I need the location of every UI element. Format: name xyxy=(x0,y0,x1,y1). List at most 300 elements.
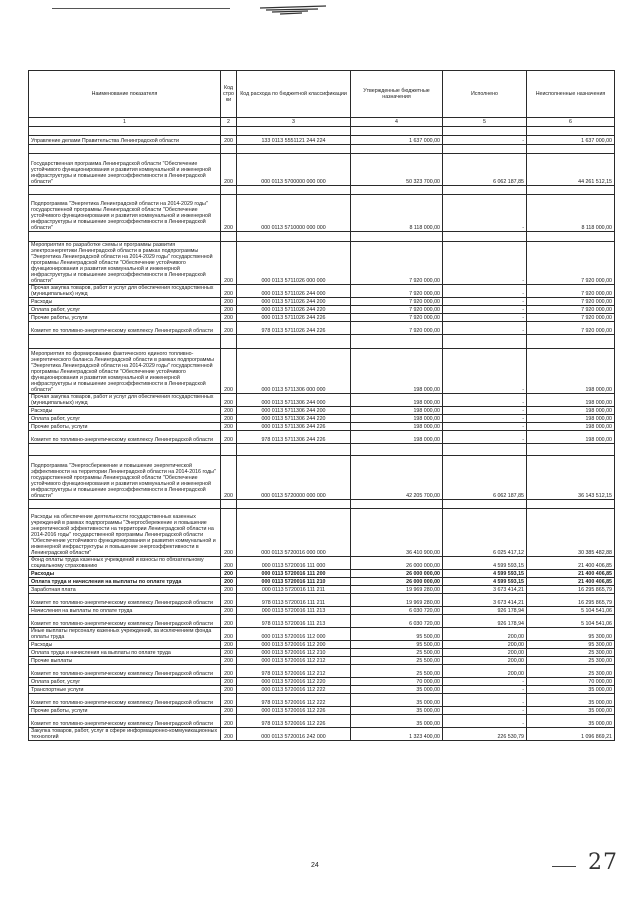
cell-approved: 198 000,00 xyxy=(351,407,443,415)
cell-executed: - xyxy=(443,322,527,335)
cell-approved: 35 000,00 xyxy=(351,686,443,694)
cell-name: Прочая закупка товаров, работ и услуг для обеспечения государственных (муниципальных) нужд xyxy=(29,285,221,298)
cell-unexecuted xyxy=(527,145,615,154)
cell-executed: - xyxy=(443,394,527,407)
cell-line-code: 200 xyxy=(221,641,237,649)
cell-budget-code: 000 0113 5720016 111 000 xyxy=(237,557,351,570)
cell-executed xyxy=(443,444,527,456)
cell-line-code: 200 xyxy=(221,578,237,586)
header-approved: Утвержденные бюджетные назначения xyxy=(351,71,443,118)
cell-budget-code: 000 0113 5711306 244 226 xyxy=(237,423,351,431)
cell-line-code: 200 xyxy=(221,594,237,607)
cell-unexecuted: 1 637 000,00 xyxy=(527,136,615,145)
cell-approved: 19 969 280,00 xyxy=(351,586,443,594)
cell-name: Управление делами Правительства Ленинградской области xyxy=(29,136,221,145)
table-row xyxy=(29,707,615,715)
cell-name: Оплата работ, услуг xyxy=(29,415,221,423)
cell-approved: 26 000 000,00 xyxy=(351,578,443,586)
cell-approved: 198 000,00 xyxy=(351,431,443,444)
cell-line-code: 200 xyxy=(221,657,237,665)
cell-line-code xyxy=(221,127,237,136)
cell-executed: - xyxy=(443,306,527,314)
cell-unexecuted xyxy=(527,444,615,456)
cell-name: Иные выплаты персоналу казенных учреждений, за исключением фонда оплаты труда xyxy=(29,628,221,641)
cell-unexecuted: 36 143 512,15 xyxy=(527,456,615,500)
budget-execution-table xyxy=(28,70,615,741)
cell-budget-code xyxy=(237,335,351,349)
cell-budget-code xyxy=(237,500,351,509)
cell-budget-code: 000 0113 5720016 111 210 xyxy=(237,578,351,586)
table-row xyxy=(29,232,615,242)
table-row xyxy=(29,594,615,607)
table-row xyxy=(29,715,615,728)
cell-line-code: 200 xyxy=(221,707,237,715)
cell-unexecuted: 1 096 869,21 xyxy=(527,728,615,741)
cell-executed xyxy=(443,500,527,509)
cell-line-code xyxy=(221,335,237,349)
cell-executed: 200,00 xyxy=(443,641,527,649)
table-row xyxy=(29,335,615,349)
cell-line-code: 200 xyxy=(221,407,237,415)
cell-executed: 4 599 593,15 xyxy=(443,557,527,570)
table-row xyxy=(29,314,615,322)
cell-budget-code: 000 0113 5720000 000 000 xyxy=(237,456,351,500)
cell-budget-code: 000 0113 5720016 112 212 xyxy=(237,657,351,665)
scan-artifact-mark xyxy=(258,5,328,17)
cell-line-code: 200 xyxy=(221,686,237,694)
cell-executed: 4 599 593,15 xyxy=(443,570,527,578)
table-row xyxy=(29,728,615,741)
table-row xyxy=(29,306,615,314)
cell-approved: 26 000 000,00 xyxy=(351,557,443,570)
cell-executed: 6 062 187,85 xyxy=(443,456,527,500)
cell-budget-code: 133 0113 5551121 244 224 xyxy=(237,136,351,145)
cell-budget-code: 000 0113 5720016 112 200 xyxy=(237,641,351,649)
cell-line-code xyxy=(221,500,237,509)
table-row xyxy=(29,607,615,615)
cell-executed: 3 673 414,21 xyxy=(443,586,527,594)
cell-budget-code: 000 0113 5720016 000 000 xyxy=(237,509,351,557)
cell-approved xyxy=(351,335,443,349)
cell-line-code xyxy=(221,186,237,195)
table-row xyxy=(29,456,615,500)
cell-budget-code: 000 0113 5711026 244 200 xyxy=(237,298,351,306)
cell-executed: - xyxy=(443,136,527,145)
cell-executed: - xyxy=(443,431,527,444)
cell-unexecuted: 21 400 406,85 xyxy=(527,578,615,586)
cell-unexecuted: 16 295 865,79 xyxy=(527,586,615,594)
cell-line-code: 200 xyxy=(221,136,237,145)
table-row xyxy=(29,145,615,154)
cell-budget-code: 000 0113 5720016 112 222 xyxy=(237,686,351,694)
cell-name xyxy=(29,127,221,136)
stamp-number: 27 xyxy=(588,850,618,875)
cell-unexecuted xyxy=(527,335,615,349)
cell-name xyxy=(29,232,221,242)
column-number: 5 xyxy=(443,118,527,127)
header-executed: Исполнено xyxy=(443,71,527,118)
table-row xyxy=(29,570,615,578)
cell-unexecuted: 25 300,00 xyxy=(527,665,615,678)
cell-approved: 7 920 000,00 xyxy=(351,285,443,298)
cell-name: Транспортные услуги xyxy=(29,686,221,694)
cell-budget-code: 978 0113 5720016 112 222 xyxy=(237,694,351,707)
cell-unexecuted: 35 000,00 xyxy=(527,686,615,694)
cell-name: Комитет по топливно-энергетическому комплексу Ленинградской области xyxy=(29,615,221,628)
cell-line-code: 200 xyxy=(221,415,237,423)
cell-approved xyxy=(351,232,443,242)
cell-budget-code: 978 0113 5720016 112 212 xyxy=(237,665,351,678)
cell-approved xyxy=(351,127,443,136)
cell-line-code: 200 xyxy=(221,715,237,728)
cell-line-code: 200 xyxy=(221,628,237,641)
cell-line-code: 200 xyxy=(221,509,237,557)
cell-executed xyxy=(443,232,527,242)
cell-unexecuted: 7 920 000,00 xyxy=(527,242,615,285)
cell-executed xyxy=(443,127,527,136)
table-row xyxy=(29,127,615,136)
cell-unexecuted: 5 104 541,06 xyxy=(527,615,615,628)
cell-approved: 70 000,00 xyxy=(351,678,443,686)
cell-unexecuted: 95 300,00 xyxy=(527,628,615,641)
cell-budget-code: 000 0113 5711026 000 000 xyxy=(237,242,351,285)
cell-executed: - xyxy=(443,298,527,306)
cell-line-code: 200 xyxy=(221,665,237,678)
cell-executed: - xyxy=(443,285,527,298)
cell-name: Прочая закупка товаров, работ и услуг для обеспечения государственных (муниципальных) нужд xyxy=(29,394,221,407)
cell-name xyxy=(29,145,221,154)
cell-budget-code: 978 0113 5720016 111 211 xyxy=(237,594,351,607)
cell-budget-code: 000 0113 5711026 244 226 xyxy=(237,314,351,322)
cell-executed xyxy=(443,145,527,154)
cell-unexecuted: 7 920 000,00 xyxy=(527,298,615,306)
cell-approved: 95 500,00 xyxy=(351,641,443,649)
table-row xyxy=(29,349,615,394)
cell-budget-code: 000 0113 5720016 111 213 xyxy=(237,607,351,615)
table-row xyxy=(29,431,615,444)
cell-approved: 198 000,00 xyxy=(351,394,443,407)
cell-budget-code: 000 0113 5720016 112 226 xyxy=(237,707,351,715)
cell-line-code: 200 xyxy=(221,694,237,707)
cell-line-code: 200 xyxy=(221,456,237,500)
cell-executed: - xyxy=(443,694,527,707)
cell-executed xyxy=(443,335,527,349)
cell-name: Мероприятия по формированию фактического единого топливно-энергетического баланса Ленинградской области в рамках подпрограммы "Энергетика Ленинградской области на 2014-2029 годы" государственной программы Ленинградской области "Обеспечение устойчивого функционирования и развития коммунальной и инженерной инфраструктуры и повышение энергоэффективности в Ленинградской области" xyxy=(29,349,221,394)
cell-approved: 36 410 900,00 xyxy=(351,509,443,557)
cell-executed: - xyxy=(443,678,527,686)
cell-name: Заработная плата xyxy=(29,586,221,594)
cell-name: Оплата работ, услуг xyxy=(29,678,221,686)
cell-line-code: 200 xyxy=(221,285,237,298)
cell-unexecuted: 198 000,00 xyxy=(527,349,615,394)
cell-name: Комитет по топливно-энергетическому комплексу Ленинградской области xyxy=(29,594,221,607)
cell-budget-code xyxy=(237,444,351,456)
cell-budget-code: 000 0113 5711026 244 220 xyxy=(237,306,351,314)
cell-line-code: 200 xyxy=(221,570,237,578)
table-row xyxy=(29,186,615,195)
cell-budget-code: 978 0113 5711026 244 226 xyxy=(237,322,351,335)
table-row xyxy=(29,665,615,678)
cell-executed: - xyxy=(443,423,527,431)
cell-name xyxy=(29,335,221,349)
cell-name: Подпрограмма "Энергосбережение и повышение энергетической эффективности на территории Ленинградской области на 2014-2016 годы" государственной программы Ленинградской области "Обеспечение устойчивого функционирования и развития коммунальной и инженерной инфраструктуры и повышение энергоэффективности в Ленинградской области" xyxy=(29,456,221,500)
table-row xyxy=(29,407,615,415)
cell-approved: 198 000,00 xyxy=(351,349,443,394)
cell-unexecuted xyxy=(527,500,615,509)
cell-name: Расходы на обеспечение деятельности государственных казенных учреждений в рамках подпрограммы "Энергосбережение и повышение энергетической эффективности на территории Ленинградской области на 2014-2016 годы" государственной программы Ленинградской области "Обеспечение устойчивого функционирования и развития коммунальной и инженерной инфраструктуры и повышение энергоэффективности в Ленинградской области" xyxy=(29,509,221,557)
table-row xyxy=(29,136,615,145)
cell-name: Расходы xyxy=(29,570,221,578)
table-row xyxy=(29,615,615,628)
cell-approved xyxy=(351,145,443,154)
cell-approved: 6 030 720,00 xyxy=(351,607,443,615)
cell-budget-code: 000 0113 5720016 111 211 xyxy=(237,586,351,594)
cell-executed: 200,00 xyxy=(443,649,527,657)
cell-unexecuted: 8 118 000,00 xyxy=(527,195,615,232)
cell-approved: 42 205 700,00 xyxy=(351,456,443,500)
cell-unexecuted: 198 000,00 xyxy=(527,394,615,407)
cell-unexecuted xyxy=(527,186,615,195)
cell-budget-code xyxy=(237,186,351,195)
cell-unexecuted: 198 000,00 xyxy=(527,423,615,431)
cell-approved: 1 637 000,00 xyxy=(351,136,443,145)
column-number: 3 xyxy=(237,118,351,127)
page-number: 24 xyxy=(311,862,319,869)
cell-approved: 7 920 000,00 xyxy=(351,242,443,285)
cell-approved: 198 000,00 xyxy=(351,423,443,431)
cell-executed: - xyxy=(443,195,527,232)
cell-line-code: 200 xyxy=(221,615,237,628)
cell-name: Оплата труда и начисления на выплаты по оплате труда xyxy=(29,649,221,657)
table-row xyxy=(29,444,615,456)
cell-executed xyxy=(443,186,527,195)
table-row xyxy=(29,285,615,298)
cell-executed: - xyxy=(443,349,527,394)
cell-name: Комитет по топливно-энергетическому комплексу Ленинградской области xyxy=(29,694,221,707)
table-row xyxy=(29,578,615,586)
cell-unexecuted: 30 385 482,88 xyxy=(527,509,615,557)
cell-name xyxy=(29,444,221,456)
table-row xyxy=(29,242,615,285)
cell-unexecuted: 198 000,00 xyxy=(527,431,615,444)
cell-unexecuted: 25 300,00 xyxy=(527,649,615,657)
cell-unexecuted xyxy=(527,127,615,136)
cell-approved: 8 118 000,00 xyxy=(351,195,443,232)
cell-line-code: 200 xyxy=(221,322,237,335)
cell-line-code: 200 xyxy=(221,394,237,407)
cell-line-code: 200 xyxy=(221,586,237,594)
header-row xyxy=(29,71,615,118)
table-row xyxy=(29,649,615,657)
stamp-mark xyxy=(552,866,576,867)
cell-executed: 200,00 xyxy=(443,665,527,678)
cell-line-code: 200 xyxy=(221,649,237,657)
cell-approved xyxy=(351,500,443,509)
table-row xyxy=(29,557,615,570)
table-row xyxy=(29,423,615,431)
cell-budget-code: 978 0113 5720016 111 213 xyxy=(237,615,351,628)
header-name: Наименование показателя xyxy=(29,71,221,118)
cell-executed: 6 025 417,12 xyxy=(443,509,527,557)
cell-budget-code: 000 0113 5711306 244 000 xyxy=(237,394,351,407)
cell-approved: 1 323 400,00 xyxy=(351,728,443,741)
cell-approved: 35 000,00 xyxy=(351,707,443,715)
cell-line-code: 200 xyxy=(221,242,237,285)
cell-name: Подпрограмма "Энергетика Ленинградской области на 2014-2029 годы" государственной программы Ленинградской области "Обеспечение устойчивого функционирования и развития коммунальной и инженерной инфраструктуры и повышение энергоэффективности в Ленинградской области" xyxy=(29,195,221,232)
cell-executed: 3 673 414,21 xyxy=(443,594,527,607)
cell-executed: 926 178,94 xyxy=(443,615,527,628)
column-number: 6 xyxy=(527,118,615,127)
cell-budget-code: 000 0113 5711306 000 000 xyxy=(237,349,351,394)
table-row xyxy=(29,586,615,594)
cell-name: Прочие работы, услуги xyxy=(29,423,221,431)
cell-executed: - xyxy=(443,715,527,728)
cell-approved: 6 030 720,00 xyxy=(351,615,443,628)
cell-executed: 226 530,79 xyxy=(443,728,527,741)
cell-approved: 7 920 000,00 xyxy=(351,322,443,335)
cell-budget-code: 000 0113 5711026 244 000 xyxy=(237,285,351,298)
cell-name: Мероприятия по разработке схемы и программы развития электроэнергетики Ленинградской области в рамках подпрограммы "Энергетика Ленинградской области на 2014-2029 годы" государственной программы Ленинградской области "Обеспечение устойчивого функционирования и развития коммунальной и инженерной инфраструктуры и повышение энергоэффективности в Ленинградской области" xyxy=(29,242,221,285)
table-row xyxy=(29,154,615,186)
cell-name: Комитет по топливно-энергетическому комплексу Ленинградской области xyxy=(29,322,221,335)
cell-name: Расходы xyxy=(29,298,221,306)
cell-executed: - xyxy=(443,314,527,322)
cell-unexecuted: 7 920 000,00 xyxy=(527,285,615,298)
cell-budget-code xyxy=(237,127,351,136)
cell-approved: 25 500,00 xyxy=(351,665,443,678)
cell-unexecuted: 35 000,00 xyxy=(527,707,615,715)
cell-name: Комитет по топливно-энергетическому комплексу Ленинградской области xyxy=(29,715,221,728)
cell-approved: 35 000,00 xyxy=(351,694,443,707)
cell-unexecuted: 70 000,00 xyxy=(527,678,615,686)
cell-name: Оплата труда и начисления на выплаты по оплате труда xyxy=(29,578,221,586)
cell-budget-code: 000 0113 5711306 244 200 xyxy=(237,407,351,415)
cell-unexecuted: 21 400 406,85 xyxy=(527,570,615,578)
cell-unexecuted: 16 295 865,79 xyxy=(527,594,615,607)
table-row xyxy=(29,195,615,232)
cell-budget-code: 000 0113 5720016 111 200 xyxy=(237,570,351,578)
cell-executed: - xyxy=(443,407,527,415)
cell-line-code: 200 xyxy=(221,314,237,322)
cell-budget-code xyxy=(237,145,351,154)
cell-unexecuted: 35 000,00 xyxy=(527,694,615,707)
cell-approved: 7 920 000,00 xyxy=(351,314,443,322)
cell-budget-code: 000 0113 5720016 112 210 xyxy=(237,649,351,657)
cell-approved: 198 000,00 xyxy=(351,415,443,423)
cell-unexecuted: 95 300,00 xyxy=(527,641,615,649)
cell-unexecuted: 7 920 000,00 xyxy=(527,322,615,335)
table-row xyxy=(29,678,615,686)
cell-line-code xyxy=(221,232,237,242)
cell-executed: 926 178,94 xyxy=(443,607,527,615)
cell-name: Расходы xyxy=(29,641,221,649)
cell-budget-code: 978 0113 5720016 112 226 xyxy=(237,715,351,728)
cell-approved: 19 969 280,00 xyxy=(351,594,443,607)
header-line-code: Код стро ки xyxy=(221,71,237,118)
cell-unexecuted: 44 261 512,15 xyxy=(527,154,615,186)
cell-line-code: 200 xyxy=(221,607,237,615)
table-row xyxy=(29,628,615,641)
cell-budget-code: 000 0113 5700000 000 000 xyxy=(237,154,351,186)
cell-executed: - xyxy=(443,415,527,423)
cell-unexecuted: 25 300,00 xyxy=(527,657,615,665)
table-row xyxy=(29,322,615,335)
cell-executed: 200,00 xyxy=(443,628,527,641)
table-row xyxy=(29,657,615,665)
cell-approved: 26 000 000,00 xyxy=(351,570,443,578)
cell-line-code: 200 xyxy=(221,306,237,314)
cell-unexecuted: 198 000,00 xyxy=(527,407,615,415)
cell-executed: - xyxy=(443,686,527,694)
cell-executed: 4 599 593,15 xyxy=(443,578,527,586)
column-number-row xyxy=(29,118,615,127)
cell-line-code: 200 xyxy=(221,678,237,686)
cell-unexecuted: 35 000,00 xyxy=(527,715,615,728)
cell-line-code: 200 xyxy=(221,423,237,431)
cell-unexecuted: 198 000,00 xyxy=(527,415,615,423)
cell-name: Расходы xyxy=(29,407,221,415)
cell-line-code xyxy=(221,444,237,456)
cell-budget-code: 000 0113 5720016 112 000 xyxy=(237,628,351,641)
cell-name: Закупка товаров, работ, услуг в сфере информационно-коммуникационных технологий xyxy=(29,728,221,741)
cell-budget-code xyxy=(237,232,351,242)
cell-budget-code: 000 0113 5710000 000 000 xyxy=(237,195,351,232)
cell-name: Государственная программа Ленинградской области "Обеспечение устойчивого функционирования и развития коммунальной и инженерной инфраструктуры и повышение энергоэффективности в Ленинградской области" xyxy=(29,154,221,186)
cell-approved xyxy=(351,444,443,456)
cell-approved: 25 500,00 xyxy=(351,649,443,657)
cell-name: Оплата работ, услуг xyxy=(29,306,221,314)
cell-name: Комитет по топливно-энергетическому комплексу Ленинградской области xyxy=(29,431,221,444)
cell-name: Прочие работы, услуги xyxy=(29,314,221,322)
column-number: 1 xyxy=(29,118,221,127)
table-row xyxy=(29,509,615,557)
cell-line-code xyxy=(221,145,237,154)
column-number: 2 xyxy=(221,118,237,127)
header-unexecuted: Неисполненные назначения xyxy=(527,71,615,118)
cell-line-code: 200 xyxy=(221,349,237,394)
cell-name: Фонд оплаты труда казенных учреждений и взносы по обязательному социальному страхованию xyxy=(29,557,221,570)
cell-line-code: 200 xyxy=(221,728,237,741)
cell-budget-code: 000 0113 5711306 244 220 xyxy=(237,415,351,423)
cell-unexecuted: 7 920 000,00 xyxy=(527,306,615,314)
cell-approved: 25 500,00 xyxy=(351,657,443,665)
table-row xyxy=(29,641,615,649)
table-row xyxy=(29,686,615,694)
cell-line-code: 200 xyxy=(221,557,237,570)
cell-approved xyxy=(351,186,443,195)
header-budget-code: Код расхода по бюджетной классификации xyxy=(237,71,351,118)
table-row xyxy=(29,298,615,306)
cell-executed: 200,00 xyxy=(443,657,527,665)
table-row xyxy=(29,500,615,509)
cell-budget-code: 000 0113 5720016 242 000 xyxy=(237,728,351,741)
cell-line-code: 200 xyxy=(221,195,237,232)
cell-name: Комитет по топливно-энергетическому комплексу Ленинградской области xyxy=(29,665,221,678)
table-row xyxy=(29,694,615,707)
cell-executed: 6 062 187,85 xyxy=(443,154,527,186)
cell-approved: 95 500,00 xyxy=(351,628,443,641)
cell-budget-code: 000 0113 5720016 112 220 xyxy=(237,678,351,686)
table-row xyxy=(29,415,615,423)
cell-name xyxy=(29,186,221,195)
cell-unexecuted xyxy=(527,232,615,242)
cell-approved: 35 000,00 xyxy=(351,715,443,728)
top-rule xyxy=(52,8,230,9)
cell-unexecuted: 7 920 000,00 xyxy=(527,314,615,322)
cell-executed: - xyxy=(443,242,527,285)
cell-approved: 7 920 000,00 xyxy=(351,298,443,306)
table-row xyxy=(29,394,615,407)
